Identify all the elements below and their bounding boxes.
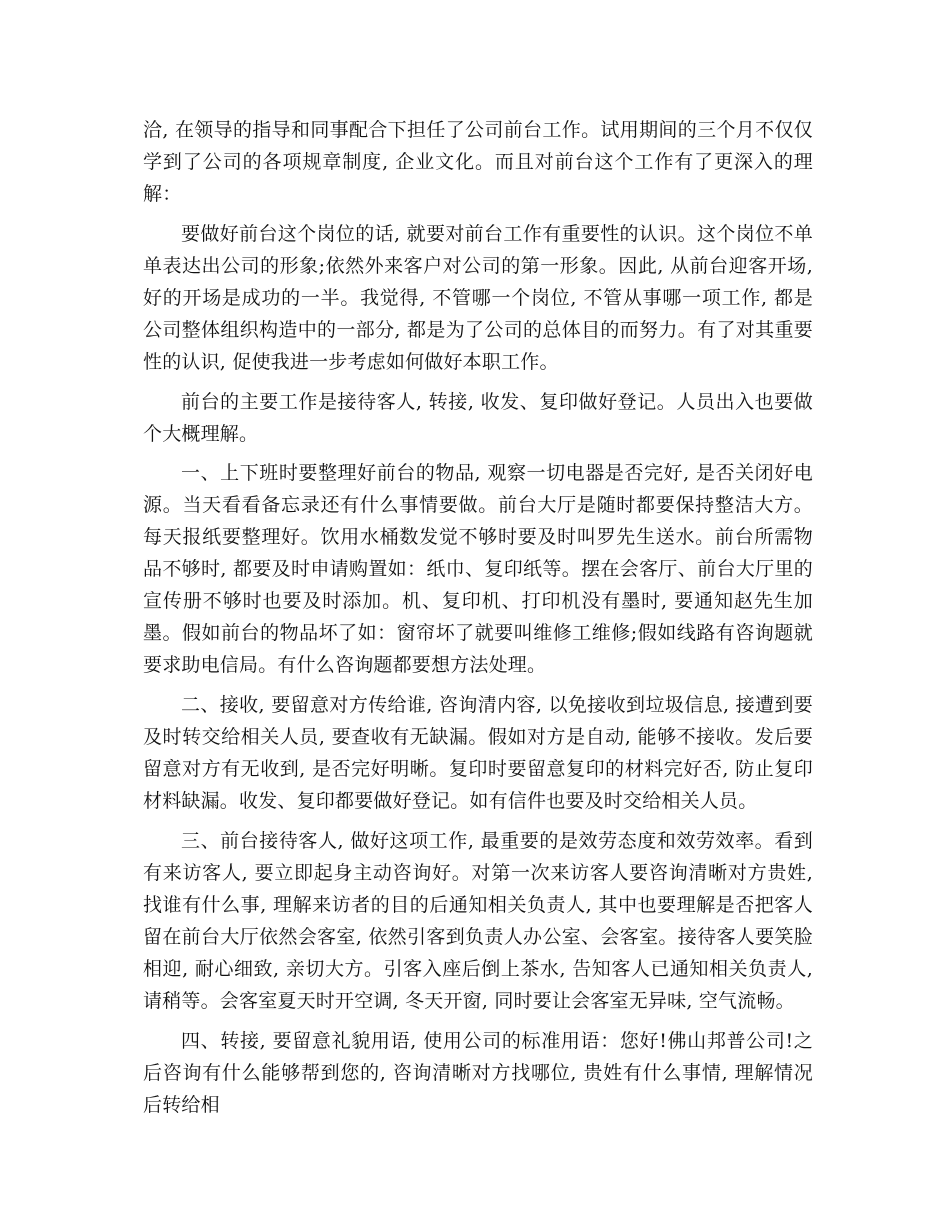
paragraph-main-duties: 前台的主要工作是接待客人, 转接, 收发、复印做好登记。人员出入也要做个大概理解。 — [143, 390, 813, 445]
paragraph-front-desk-importance: 要做好前台这个岗位的话, 就要对前台工作有重要性的认识。这个岗位不单单表达出公司的形象;依然外来客户对公司的第一形象。因此, 从前台迎客开场, 好的开场是成功的一半。我觉得, 不管哪一个岗位, 不管从事哪一项工作, 都是公司整体组织构造中的一部分, 都是为了公司的总体目的而努力。有了对其重要性的认识, 促使我进一步考虑如何做好本职工作。 — [143, 222, 813, 373]
paragraph-item-four: 四、转接, 要留意礼貌用语, 使用公司的标准用语：您好!佛山邦普公司!之后咨询有什么能够帮到您的, 咨询清晰对方找哪位, 贵姓有什么事情, 理解情况后转给相 — [143, 1029, 813, 1116]
document-body — [143, 114, 813, 1129]
paragraph-item-two: 二、接收, 要留意对方传给谁, 咨询清内容, 以免接收到垃圾信息, 接遭到要及时转交给相关人员, 要查收有无缺漏。假如对方是自动, 能够不接收。发后要留意对方有无收到, 是否完好明晰。复印时要留意复印的材料完好否, 防止复印材料缺漏。收发、复印都要做好登记。如有信件也要及时交给相关人员。 — [143, 694, 813, 813]
paragraph-continuation: 洽, 在领导的指导和同事配合下担任了公司前台工作。试用期间的三个月不仅仅学到了公司的各项规章制度, 企业文化。而且对前台这个工作有了更深入的理解： — [143, 119, 813, 205]
paragraph-item-three: 三、前台接待客人, 做好这项工作, 最重要的是效劳态度和效劳效率。看到有来访客人, 要立即起身主动咨询好。对第一次来访客人要咨询清晰对方贵姓, 找谁有什么事, 理解来访者的目的后通知相关负责人, 其中也要理解是否把客人留在前台大厅依然会客室, 依然引客到负责人办公室、会客室。接待客人要笑脸相迎, 耐心细致, 亲切大方。引客入座后倒上茶水, 告知客人已通知相关负责人, 请稍等。会客室夏天时开空调, 冬天开窗, 同时要让会客室无异味, 空气流畅。 — [143, 829, 813, 1012]
paragraph-item-one: 一、上下班时要整理好前台的物品, 观察一切电器是否完好, 是否关闭好电源。当天看看备忘录还有什么事情要做。前台大厅是随时都要保持整洁大方。每天报纸要整理好。饮用水桶数发觉不够时要及时叫罗先生送水。前台所需物品不够时, 都要及时申请购置如：纸巾、复印纸等。摆在会客厅、前台大厅里的宣传册不够时也要及时添加。机、复印机、打印机没有墨时, 要通知赵先生加墨。假如前台的物品坏了如：窗帘坏了就要叫维修工维修;假如线路有咨询题就要求助电信局。有什么咨询题都要想方法处理。 — [143, 462, 813, 677]
